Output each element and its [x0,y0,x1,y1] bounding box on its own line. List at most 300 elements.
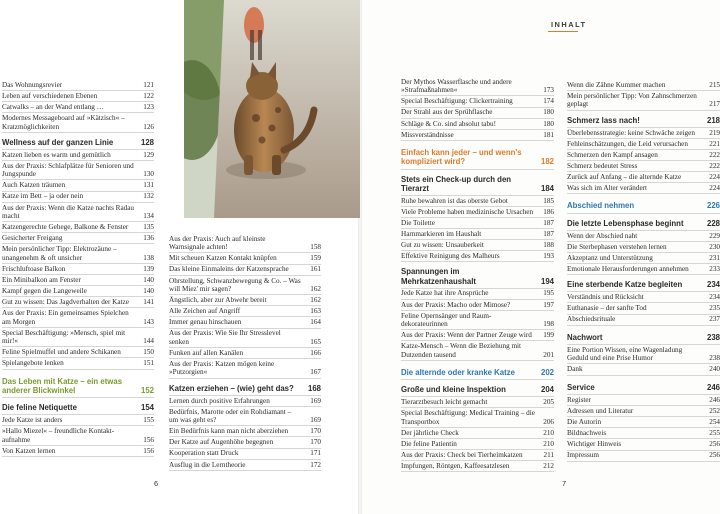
toc-entry-page: 131 [143,181,154,190]
toc-entry [2,233,154,244]
toc-entry [567,139,720,150]
toc-entry-page: 180 [543,119,554,128]
toc-entry [567,292,720,303]
toc-entry-page: 140 [143,275,154,284]
toc-entry [401,300,554,311]
toc-entry-page: 132 [143,192,154,201]
toc-entry-page: 182 [540,157,554,167]
toc-entry-title: Überlebensstrategie: keine Schwäche zeigen [567,128,695,137]
toc-entry-page: 172 [310,460,321,469]
toc-entry-title: Aus der Praxis: Wenn die Katze nachts Radau macht [2,203,135,220]
toc-entry [567,439,720,450]
toc-entry [169,348,321,359]
toc-entry-page: 237 [709,315,720,324]
toc-entry-title: Funken auf allen Kanälen [169,348,244,357]
toc-entry-page: 161 [310,265,321,274]
toc-entry [169,234,321,253]
toc-entry-title: Die Toilette [401,218,435,227]
toc-entry [401,265,554,288]
toc-entry [2,347,154,358]
toc-entry [567,303,720,314]
toc-entry-page: 218 [706,115,720,125]
toc-entry-title: Katzengerechte Gehege, Balkone & Fenster [2,223,129,232]
toc-entry [567,406,720,417]
toc-entry-page: 240 [709,365,720,374]
toc-entry-page: 215 [709,80,720,89]
toc-entry-page: 159 [310,254,321,263]
toc-entry-page: 210 [543,428,554,437]
toc-entry-title: Der Katze auf Augenhöhe begegnen [169,438,274,447]
toc-entry-page: 143 [143,317,154,326]
toc-entry-title: Auch Katzen träumen [2,181,66,190]
toc-entry [169,407,321,426]
toc-entry-page: 158 [310,243,321,252]
toc-entry [2,264,154,275]
cat-photo [184,0,360,218]
toc-entry-page: 187 [543,218,554,227]
toc-entry-title: Effektive Reinigung des Malheurs [401,252,500,261]
toc-entry-page: 126 [143,122,154,131]
toc-entry-page: 140 [143,287,154,296]
toc-entry [2,244,154,263]
toc-entry [169,253,321,264]
toc-column-1 [2,80,154,457]
toc-entry [2,286,154,297]
toc-entry [2,415,154,426]
toc-entry [169,426,321,437]
toc-entry [567,114,720,128]
toc-entry-page: 123 [143,103,154,112]
toc-entry-title: Aus der Praxis: Macho oder Mimose? [401,300,511,309]
toc-entry-title: Verständnis und Rücksicht [567,293,644,302]
toc-entry [567,253,720,264]
toc-entry-page: 167 [310,368,321,377]
toc-entry-page: 129 [143,150,154,159]
toc-entry-title: Schmerz bedeutet Stress [567,161,638,170]
toc-entry [2,308,154,327]
toc-entry [2,91,154,102]
toc-entry-title: Catwalks – an der Wand entlang … [2,103,104,112]
toc-entry-title: Adressen und Literatur [567,406,634,415]
toc-entry-title: Viele Probleme haben medizinische Ursachen [401,207,534,216]
toc-entry [169,276,321,295]
toc-entry-title: Aus der Praxis: Katzen mögen keine »Putzorgien« [169,360,275,377]
toc-entry-title: Die alternde oder kranke Katze [401,367,515,377]
toc-entry-page: 130 [143,170,154,179]
toc-entry [2,136,154,150]
toc-entry-page: 180 [543,108,554,117]
toc-entry-title: Zurück auf Anfang – die alternde Katze [567,173,682,182]
toc-entry [2,161,154,180]
toc-entry-title: Stets ein Check-up durch den Tierarzt [401,174,512,193]
toc-entry [567,331,720,345]
toc-entry-title: Der Mythos Wasserflasche und andere »Strafmaßnahmen« [401,77,512,95]
toc-entry [567,199,720,213]
toc-entry [401,408,554,427]
toc-entry [567,217,720,231]
toc-entry [567,451,720,462]
toc-entry-page: 206 [543,417,554,426]
toc-entry [401,289,554,300]
toc-entry-page: 150 [143,348,154,357]
toc-entry [567,172,720,183]
toc-entry-title: Die feline Patientin [401,439,457,448]
toc-entry [169,449,321,460]
toc-entry-page: 254 [709,418,720,427]
toc-column-4 [567,80,720,462]
toc-entry [567,231,720,242]
toc-entry [567,417,720,428]
toc-entry-page: 162 [310,296,321,305]
toc-entry [401,196,554,207]
toc-entry [567,242,720,253]
toc-entry-title: Große und kleine Inspektion [401,385,506,395]
toc-entry [401,77,554,96]
toc-entry-title: Die feline Netiquette [2,403,77,413]
toc-entry [2,446,154,457]
toc-entry [401,96,554,107]
toc-entry-title: Jede Katze hat ihre Ansprüche [401,289,489,298]
toc-entry [567,315,720,326]
toc-entry [2,375,154,399]
toc-entry-page: 235 [709,304,720,313]
toc-entry-page: 238 [709,354,720,363]
toc-entry-page: 138 [143,253,154,262]
toc-entry [169,396,321,407]
toc-entry-title: Feline Opernsänger und Raum-dekorateurinnen [401,311,492,329]
toc-entry-title: Katze-Mensch – Wenn die Beziehung mit Dutzenden tausend [401,342,522,359]
toc-entry-title: Mein persönlicher Tipp: Elektrozäune – unangenehm & oft unsicher [2,245,117,262]
toc-entry [2,192,154,203]
toc-entry-title: Aus der Praxis: Auch auf kleinste Warnsignale achten! [169,234,266,252]
toc-entry-title: Das Wohnungsrevier [2,80,63,89]
toc-entry [567,91,720,110]
toc-entry-title: Akzeptanz und Unterstützung [567,253,653,262]
toc-entry [169,359,321,378]
toc-entry [2,113,154,132]
toc-entry-title: Abschiedsrituale [567,315,616,324]
toc-entry-title: Gut zu wissen: Unsauberkeit [401,241,484,250]
toc-entry-page: 156 [143,435,154,444]
toc-entry [401,439,554,450]
toc-entry-page: 181 [543,130,554,139]
toc-entry-page: 121 [143,80,154,89]
toc-entry-page: 122 [143,92,154,101]
toc-entry [401,330,554,341]
toc-entry-title: Service [567,382,595,392]
toc-entry-title: Das Leben mit Katze – ein etwas anderer Blickwinkel [2,376,123,395]
toc-entry-title: Ohrstellung, Schwanzbewegung & Co. – Was will Miez' mir sagen? [169,276,301,293]
toc-entry-title: Wichtiger Hinweis [567,440,622,449]
toc-entry-page: 204 [540,385,554,395]
toc-entry [567,183,720,194]
toc-entry-page: 199 [543,331,554,340]
toc-entry [169,295,321,306]
toc-entry-title: Tierarztbesuch leicht gemacht [401,398,488,407]
toc-entry-page: 198 [543,320,554,329]
toc-entry-page: 163 [310,307,321,316]
toc-entry [401,240,554,251]
toc-entry [401,146,554,170]
toc-entry-title: Emotionale Herausforderungen annehmen [567,265,689,274]
toc-entry-title: Gut zu wissen: Das Jagdverhalten der Katze [2,298,129,307]
toc-column-3 [401,77,554,472]
toc-entry-page: 184 [540,183,554,193]
toc-entry-page: 136 [143,234,154,243]
toc-entry-title: Eine Portion Wissen, eine Wagenladung Geduld und eine Prise Humor [567,345,683,363]
toc-entry-title: Von Katzen lernen [2,446,56,455]
toc-entry-title: Aus der Praxis: Ein gemeinsames Spielchen am Morgen [2,309,129,326]
toc-entry [567,364,720,375]
toc-entry-title: Dank [567,365,583,374]
toc-entry-title: Bedürfnis, Marotte oder ein Rohdiamant – um was geht es? [169,407,292,425]
toc-entry-title: Euthanasie – der sanfte Tod [567,304,647,313]
toc-entry [401,218,554,229]
toc-entry [169,317,321,328]
toc-entry [567,381,720,395]
toc-entry-title: Ein Bedürfnis kann man nicht aberziehen [169,427,289,436]
page-number-left: 6 [154,479,159,488]
toc-entry-title: Katzen lieben es warm und gemütlich [2,150,111,159]
toc-entry [567,278,720,292]
toc-entry-page: 256 [709,451,720,460]
toc-entry [401,311,554,330]
toc-entry [401,108,554,119]
toc-entry-title: Das kleine Einmaleins der Katzensprache [169,265,289,274]
toc-entry-page: 238 [706,332,720,342]
toc-entry-title: Wellness auf der ganzen Linie [2,137,114,147]
toc-entry-page: 165 [310,337,321,346]
toc-entry [169,382,321,396]
toc-entry-page: 228 [706,218,720,228]
toc-entry-page: 226 [706,201,720,211]
toc-entry [169,306,321,317]
toc-entry-page: 230 [709,242,720,251]
cat-photo-illustration [184,0,360,218]
toc-entry [2,328,154,347]
toc-entry-title: Gesicherter Freigang [2,234,63,243]
toc-entry-title: Aus der Praxis: Schlafplätze für Senioren und Jungspunde [2,161,134,179]
toc-entry-page: 229 [709,231,720,240]
toc-entry-page: 139 [143,264,154,273]
toc-entry-title: Jede Katze ist anders [2,416,63,425]
toc-entry [567,150,720,161]
toc-entry-title: Fehleinschätzungen, die Leid verursachen [567,139,688,148]
toc-entry-title: Immer genau hinschauen [169,318,242,327]
toc-entry-page: 233 [709,265,720,274]
toc-entry [401,341,554,360]
toc-entry-page: 212 [543,462,554,471]
toc-entry-page: 211 [543,450,554,459]
toc-entry-title: Aus der Praxis: Check bei Tierheimkatzen [401,450,523,459]
toc-entry [567,161,720,172]
toc-entry-title: Was sich im Alter verändert [567,184,648,193]
toc-entry-page: 234 [706,280,720,290]
toc-entry [401,130,554,141]
toc-entry-title: Mein persönlicher Tipp: Von Zahnschmerzen geplagt [567,92,697,109]
toc-entry-page: 210 [543,439,554,448]
toc-entry-page: 134 [143,211,154,220]
toc-entry-title: Katzen erziehen – (wie) geht das? [169,383,294,393]
toc-entry-title: Ein Minibalkon am Fenster [2,275,81,284]
toc-entry-title: Frischluftoase Balkon [2,264,66,273]
toc-entry [2,401,154,415]
toc-entry-page: 246 [709,395,720,404]
toc-entry-page: 195 [543,289,554,298]
toc-entry-title: Die Autorin [567,418,602,427]
toc-entry-page: 197 [543,300,554,309]
toc-entry [2,297,154,308]
toc-entry [567,128,720,139]
toc-entry-page: 155 [143,416,154,425]
toc-entry-title: Ruhe bewahren ist das oberste Gebot [401,196,508,205]
toc-entry [169,437,321,448]
toc-entry-title: Missverständnisse [401,130,454,139]
toc-entry [401,251,554,262]
toc-entry [567,264,720,275]
toc-entry-title: Der jährliche Check [401,428,459,437]
toc-entry [2,80,154,91]
toc-entry-title: Modernes Messageboard auf »Kätzisch« – Kratzmöglichkeiten [2,114,125,131]
toc-entry-page: 154 [140,403,154,413]
toc-entry-title: Ängstlich, aber zur Abwehr bereit [169,296,267,305]
toc-entry-page: 164 [310,318,321,327]
toc-entry-title: Register [567,395,591,404]
toc-entry-page: 222 [709,161,720,170]
toc-entry [401,229,554,240]
toc-entry [567,345,720,364]
toc-entry-title: Harnmarkieren im Haushalt [401,229,482,238]
toc-entry [2,275,154,286]
toc-entry-title: Einfach kann jeder – und wenn's kompliziert wird? [401,147,522,167]
toc-entry-title: Mit scheuen Katzen Kontakt knüpfen [169,254,277,263]
toc-entry-page: 221 [709,139,720,148]
toc-entry [169,460,321,471]
toc-entry-page: 224 [709,173,720,182]
toc-entry-page: 152 [140,385,154,395]
toc-entry [2,358,154,369]
toc-entry-page: 219 [709,128,720,137]
toc-entry-title: Aus der Praxis: Wenn der Partner Zeuge wird [401,331,532,340]
toc-entry [401,428,554,439]
toc-entry-title: Special Beschäftigung: Medical Training – die Transportbox [401,409,535,426]
toc-entry-page: 166 [310,348,321,357]
toc-entry-title: Die Sterbephasen verstehen lernen [567,242,667,251]
toc-entry-title: Katze im Bett – ja oder nein [2,192,84,201]
toc-entry [567,80,720,91]
header-rule [548,31,578,32]
toc-entry-page: 217 [709,100,720,109]
toc-entry-title: Special Beschäftigung: Clickertraining [401,97,513,106]
toc-entry-title: Special Beschäftigung: »Mensch, spiel mit mir!« [2,328,126,346]
toc-entry-page: 185 [543,196,554,205]
toc-entry-page: 128 [140,137,154,147]
toc-entry [2,426,154,445]
toc-entry-title: Impressum [567,451,599,460]
toc-entry [169,329,321,348]
toc-entry [401,173,554,196]
toc-entry-page: 156 [143,446,154,455]
toc-entry-title: Kampf gegen die Langeweile [2,287,87,296]
toc-entry-page: 231 [709,253,720,262]
toc-entry-page: 144 [143,337,154,346]
toc-entry-title: Wenn der Abschied naht [567,231,638,240]
toc-entry-page: 188 [543,241,554,250]
toc-entry [401,366,554,380]
toc-entry-title: Ausflug in die Lerntheorie [169,460,246,469]
toc-entry-page: 151 [143,359,154,368]
toc-entry [401,450,554,461]
toc-entry-page: 252 [709,406,720,415]
toc-entry-title: Bildnachweis [567,429,607,438]
toc-header-title: INHALT [551,20,587,29]
toc-entry [2,222,154,233]
toc-entry-page: 234 [709,293,720,302]
toc-entry-page: 170 [310,438,321,447]
toc-entry [401,383,554,397]
toc-entry-page: 194 [540,276,554,286]
toc-entry-page: 186 [543,207,554,216]
toc-entry-page: 169 [310,416,321,425]
toc-entry-title: Der Strahl aus der Sprühflasche [401,108,493,117]
toc-entry-page: 162 [310,284,321,293]
toc-entry-page: 222 [709,150,720,159]
toc-entry [169,265,321,276]
toc-entry-title: Die letzte Lebensphase beginnt [567,218,684,228]
toc-entry-page: 168 [307,383,321,393]
toc-entry [401,397,554,408]
toc-entry-title: Lernen durch positive Erfahrungen [169,396,270,405]
toc-entry-page: 256 [709,440,720,449]
toc-entry-title: Alle Zeichen auf Angriff [169,307,241,316]
toc-entry [567,395,720,406]
toc-entry-title: Spielangebote lenken [2,359,64,368]
toc-entry-page: 193 [543,252,554,261]
toc-entry-title: Kooperation statt Druck [169,449,239,458]
toc-entry-page: 169 [310,396,321,405]
toc-entry-page: 171 [310,449,321,458]
toc-entry-page: 173 [543,86,554,95]
toc-entry [2,203,154,222]
toc-entry-title: Spannungen im Mehrkatzenhaushalt [401,267,476,286]
toc-entry-title: Leben auf verschiedenen Ebenen [2,92,98,101]
toc-entry-title: Aus der Praxis: Wie Sie Ihr Stresslevel senken [169,329,281,346]
toc-entry-title: Schläge & Co. sind absolut tabu! [401,119,497,128]
toc-entry [401,119,554,130]
toc-entry [401,461,554,472]
toc-entry-title: Eine sterbende Katze begleiten [567,280,683,290]
toc-entry-page: 205 [543,398,554,407]
toc-entry-title: Feline Spielmuffel und andere Schikanen [2,348,121,357]
toc-entry-title: Abschied nehmen [567,201,635,211]
toc-entry-title: »Hallo Miezel« – freundliche Kontakt-aufnahme [2,427,115,444]
toc-entry-title: Impfungen, Röntgen, Kaffeesatzlesen [401,462,510,471]
toc-entry-page: 141 [143,298,154,307]
toc-entry-page: 174 [543,97,554,106]
toc-column-2 [169,234,321,471]
toc-entry [2,102,154,113]
toc-entry-page: 224 [709,184,720,193]
toc-entry [2,180,154,191]
toc-entry-page: 135 [143,223,154,232]
toc-entry-title: Schmerzen den Kampf ansagen [567,150,658,159]
toc-entry [567,428,720,439]
toc-entry-title: Nachwort [567,332,603,342]
toc-entry [2,150,154,161]
toc-entry [401,207,554,218]
toc-entry-page: 255 [709,429,720,438]
toc-entry-page: 246 [706,382,720,392]
